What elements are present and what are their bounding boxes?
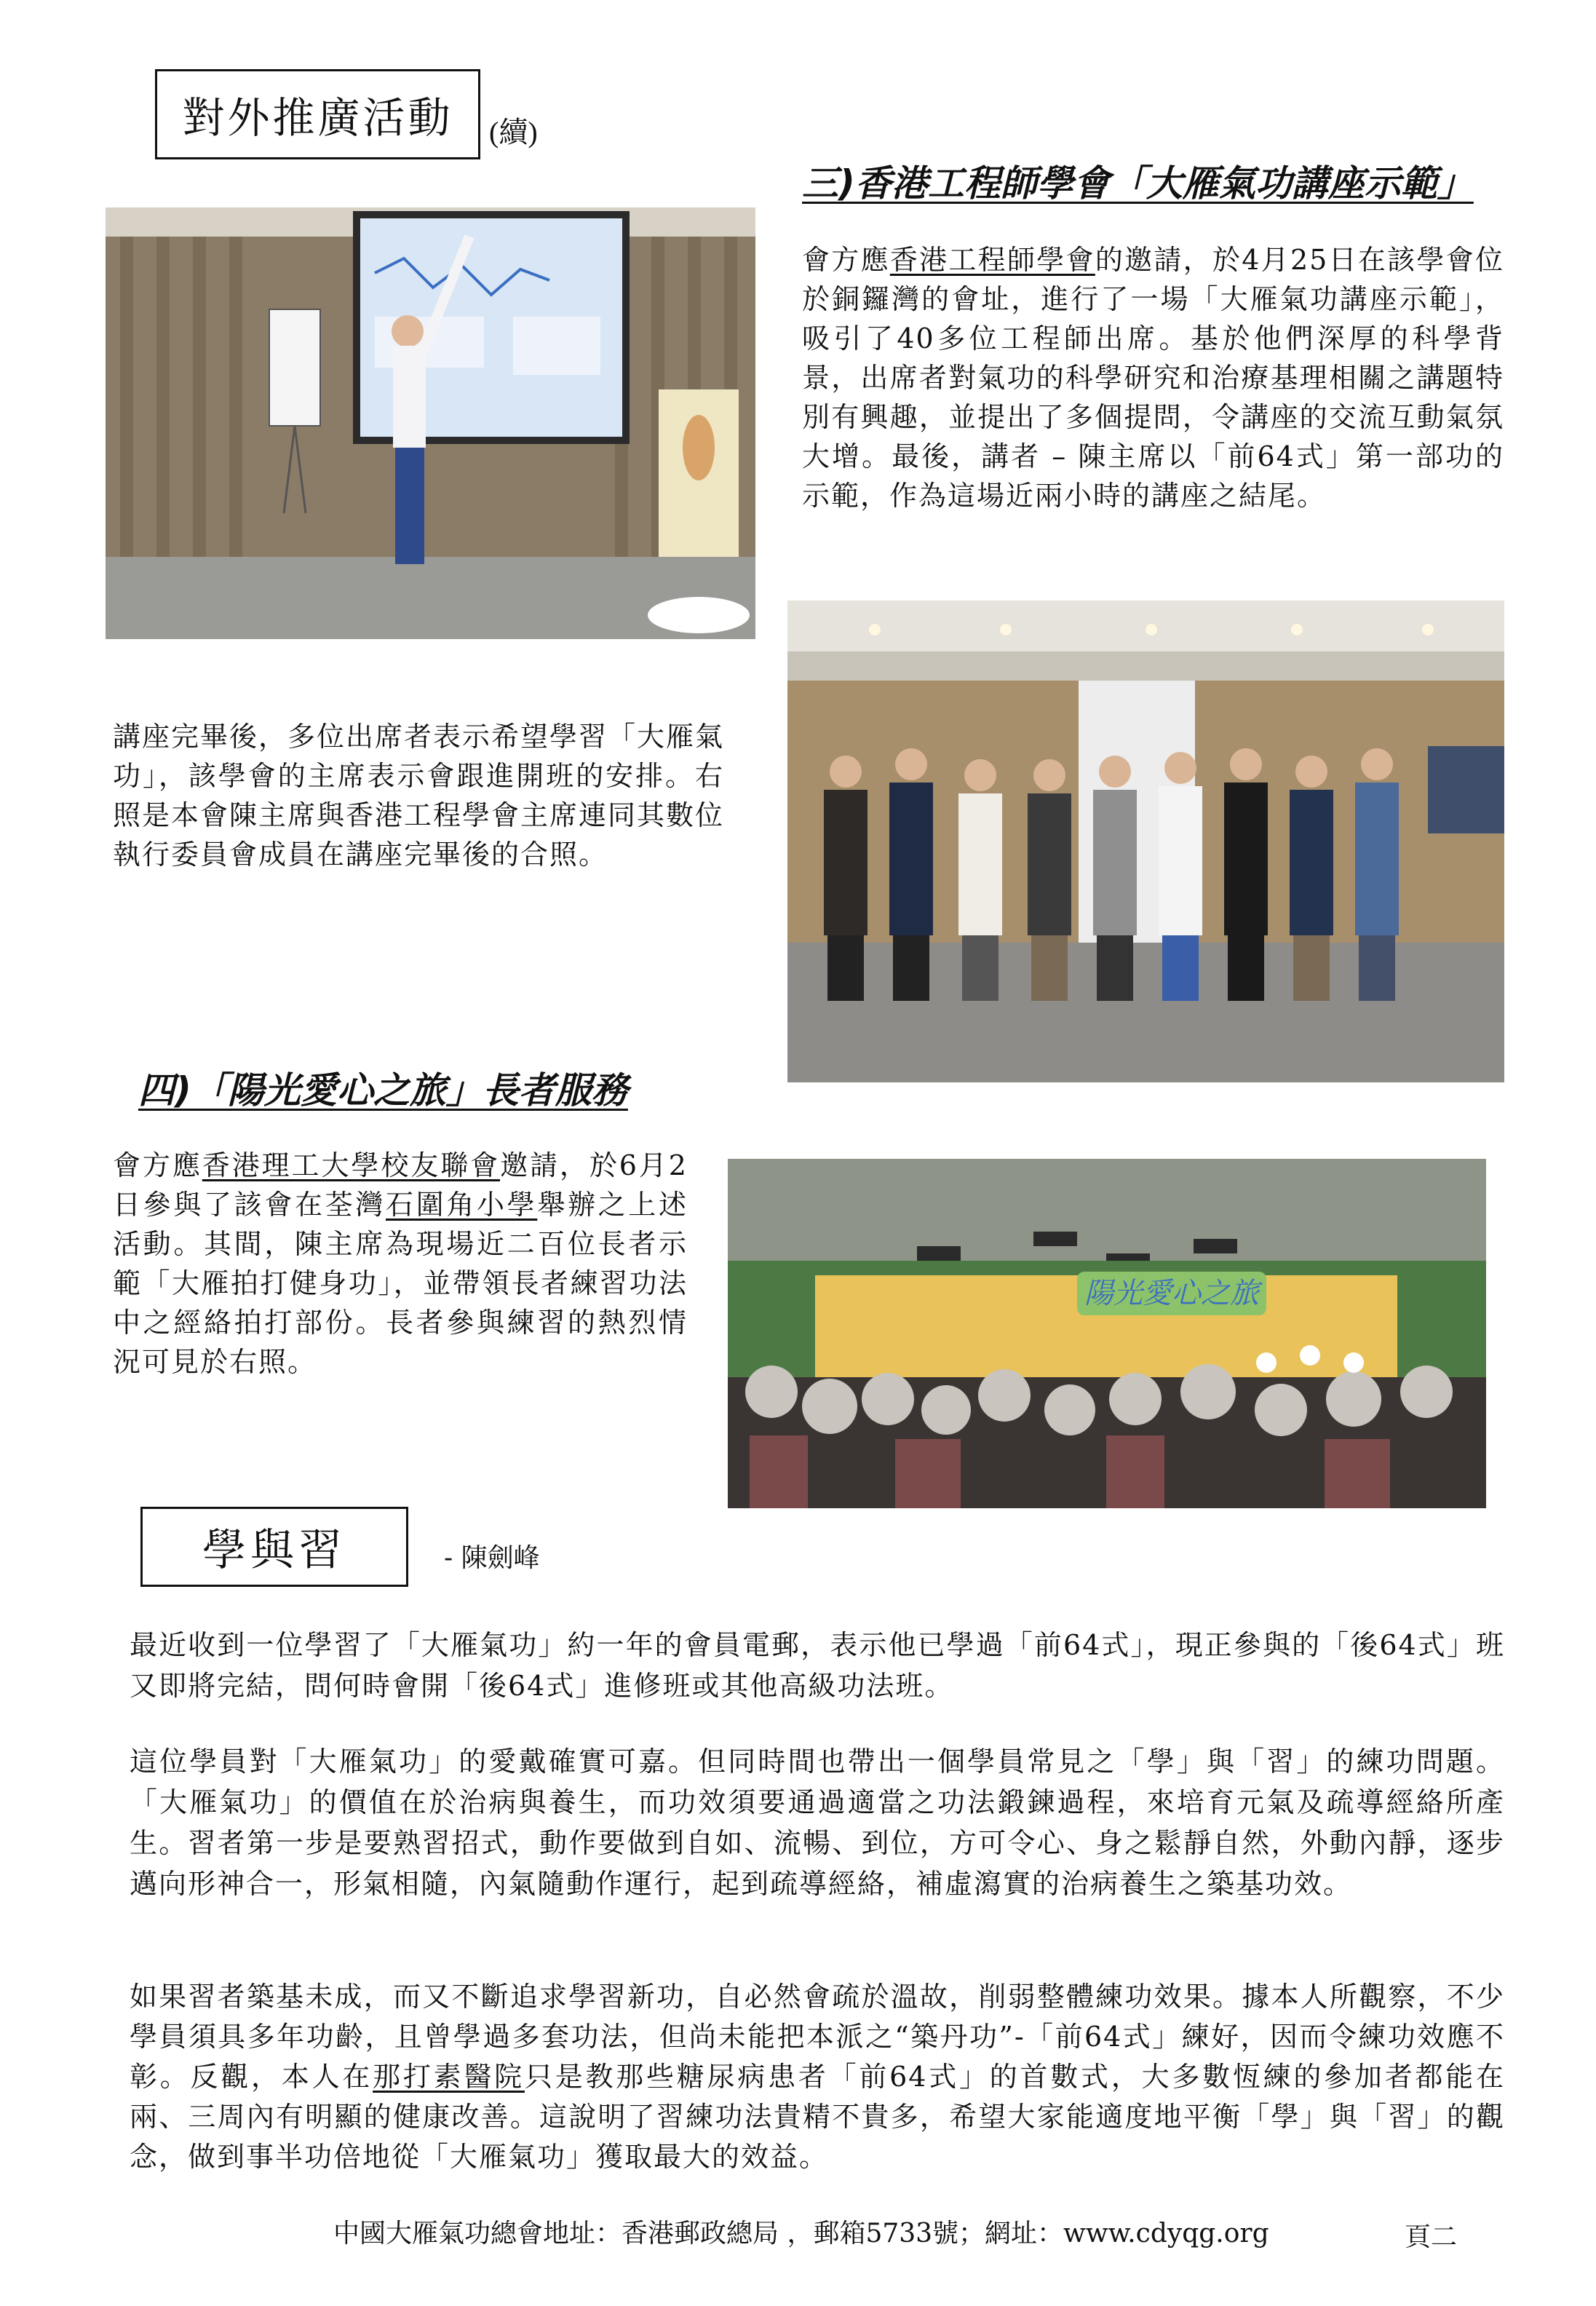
section3-heading: 三)香港工程師學會「大雁氣功講座示範」 <box>802 162 1474 205</box>
section-title-box <box>155 69 480 159</box>
stage-banner-text: 陽光愛心之旅 <box>1084 1277 1259 1310</box>
learn-paragraph-1: 最近收到一位學習了「大雁氣功」約一年的會員電郵，表示他已學過「前64式」，現正參與的「後64式」班又即將完結，問何時會開「後64式」進修班或其他高級功法班。 <box>130 1629 1505 1702</box>
section4-body-post: 舉辦之上述活動。其間，陳主席為現場近二百位長者示範「大雁拍打健身功」，並帶領長者練習功法中之經絡拍打部份。長者參與練習的熱烈情況可見於右照。 <box>113 1189 688 1378</box>
footer-address: 中國大雁氣功總會地址：香港郵政總局 ，郵箱5733號；網址：www.cdyqg.org <box>333 2219 1269 2248</box>
section4-heading: 四)「陽光愛心之旅」長者服務 <box>138 1069 628 1112</box>
hospital-link[interactable]: 那打素醫院 <box>373 2061 525 2093</box>
learn-p3-pre: 如果習者築基未成，而又不斷追求學習新功，自必然會疏於溫故，削弱整體練功效果。據本人所觀察，不少學員須具多年功齡，且曾學過多套功法，但尚未能把本派之“築丹功”-「前64式」練好，因而令練功效應不彰。反觀，本人在 <box>130 1981 1505 2093</box>
section3-after-text: 講座完畢後，多位出席者表示希望學習「大雁氣功」，該學會的主席表示會跟進開班的安排。右照是本會陳主席與香港工程學會主席連同其數位執行委員會成員在講座完畢後的合照。 <box>113 721 725 871</box>
learn-p3-post: 只是教那些糖尿病患者「前64式」的首數式，大多數恆練的參加者都能在兩、三周內有明顯的健康改善。這說明了習練功法貴精不貴多，希望大家能適度地平衡「學」與「習」的觀念，做到事半功倍地從「大雁氣功」獲取最大的效益。 <box>130 2061 1505 2173</box>
section4-body <box>113 1146 688 1382</box>
page-number: 頁二 <box>1405 2222 1458 2252</box>
section3-body-post: 的邀請，於4月25日在該學會位於銅鑼灣的會址，進行了一場「大雁氣功講座示範」，吸引了40多位工程師出席。基於他們深厚的科學背景，出席者對氣功的科學研究和治療基理相關之講題特別有興趣，並提出了多個提問，令講座的交流互動氣氛大增。最後，講者 – 陳主席以「前64式」第一部功的示範，作為這場近兩小時的講座之結尾。 <box>802 244 1504 512</box>
learn-paragraph-3 <box>130 1977 1505 2177</box>
school-link[interactable]: 石圍角小學 <box>385 1189 538 1221</box>
section3-body <box>802 240 1504 515</box>
elderly-event-photo <box>728 1159 1486 1508</box>
section4-body-mid: 邀請，於6月2日參與了該會在荃灣 <box>113 1149 688 1221</box>
polyu-alumni-link[interactable]: 香港理工大學校友聯會 <box>202 1149 501 1181</box>
page-title: 對外推廣活動 <box>182 93 453 143</box>
learn-title-box <box>140 1507 408 1587</box>
page-subtitle: (續) <box>489 116 538 148</box>
group-photo <box>787 601 1504 1082</box>
speaker-demo-photo <box>106 207 755 639</box>
learn-paragraph-2: 這位學員對「大雁氣功」的愛戴確實可嘉。但同時間也帶出一個學員常見之「學」與「習」的練功問題。「大雁氣功」的價值在於治病與養生，而功效須要通過適當之功法鍛鍊過程，來培育元氣及疏導經絡所產生。習者第一步是要熟習招式，動作要做到自如、流暢、到位，方可令心、身之鬆靜自然，外動內靜，逐步邁向形神合一，形氣相隨，內氣隨動作運行，起到疏導經絡，補虛瀉實的治病養生之築基功效。 <box>130 1746 1505 1900</box>
learn-byline: - 陳劍峰 <box>444 1543 540 1573</box>
hkie-link[interactable]: 香港工程師學會 <box>889 244 1095 276</box>
section3-body-pre: 會方應 <box>802 244 890 276</box>
learn-title: 學與習 <box>202 1525 346 1576</box>
section4-body-pre: 會方應 <box>113 1149 202 1181</box>
